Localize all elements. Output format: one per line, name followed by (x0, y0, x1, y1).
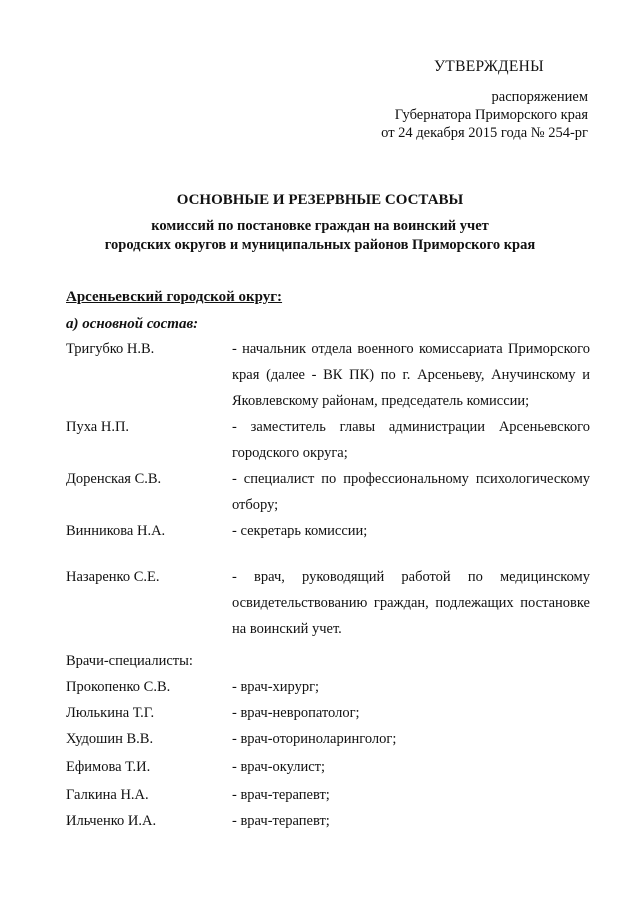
member-role: - заместитель главы администрации Арсеньевского городского округа; (232, 419, 590, 461)
doctor-name: Галкина Н.А. (66, 787, 149, 803)
approval-line: распоряжением (491, 89, 588, 105)
members-list (66, 336, 590, 834)
doctor-row (66, 808, 590, 834)
approval-heading: УТВЕРЖДЕНЫ (434, 58, 544, 75)
member-name: Доренская С.В. (66, 471, 162, 487)
member-row (66, 414, 590, 466)
member-role: - врач, руководящий работой по медицинскому освидетельствованию граждан, подлежащих постановке на воинский учет. (232, 569, 590, 637)
doctor-name: Прокопенко С.В. (66, 679, 171, 695)
doctor-row (66, 726, 590, 752)
doctors-label: Врачи-специалисты: (66, 653, 193, 669)
document-subtitle: комиссий по постановке граждан на воинский учет (151, 218, 489, 234)
member-row (66, 466, 590, 518)
doctor-name: Ефимова Т.И. (66, 759, 151, 775)
member-name: Назаренко С.Е. (66, 569, 160, 585)
member-role: - специалист по профессиональному психологическому отбору; (232, 471, 590, 513)
approval-block (381, 58, 588, 142)
doctor-name: Ильченко И.А. (66, 813, 157, 829)
document-title: ОСНОВНЫЕ И РЕЗЕРВНЫЕ СОСТАВЫ (176, 192, 464, 208)
member-role: - начальник отдела военного комиссариата Приморского края (далее - ВК ПК) по г. Арсеньеву, Анучинскому и Яковлевскому районам, председатель комиссии; (232, 341, 590, 409)
document-title-block (0, 192, 640, 255)
member-row (66, 518, 590, 544)
doctor-row (66, 674, 590, 700)
doctor-role: - врач-терапевт; (232, 813, 330, 829)
section-title: Арсеньевский городской округ: (66, 289, 283, 305)
member-name: Пуха Н.П. (66, 419, 130, 435)
doctor-row (66, 754, 590, 780)
member-name: Тригубко Н.В. (66, 341, 155, 357)
doctor-role: - врач-окулист; (232, 759, 326, 775)
member-name: Винникова Н.А. (66, 523, 166, 539)
member-role: - секретарь комиссии; (232, 523, 368, 539)
doctor-name: Люлькина Т.Г. (66, 705, 155, 721)
doctor-name: Худошин В.В. (66, 731, 154, 747)
member-row (66, 564, 590, 642)
doctor-role: - врач-терапевт; (232, 787, 330, 803)
subsection-title: а) основной состав: (66, 316, 199, 332)
document-subtitle: городских округов и муниципальных районов Приморского края (104, 237, 536, 253)
doctor-role: - врач-невропатолог; (232, 705, 360, 721)
doctor-role: - врач-оториноларинголог; (232, 731, 397, 747)
approval-line: от 24 декабря 2015 года № 254-рг (381, 125, 588, 141)
approval-line: Губернатора Приморского края (394, 107, 588, 123)
doctor-row (66, 700, 590, 726)
doctor-row (66, 782, 590, 808)
doctor-role: - врач-хирург; (232, 679, 320, 695)
member-row (66, 336, 590, 414)
